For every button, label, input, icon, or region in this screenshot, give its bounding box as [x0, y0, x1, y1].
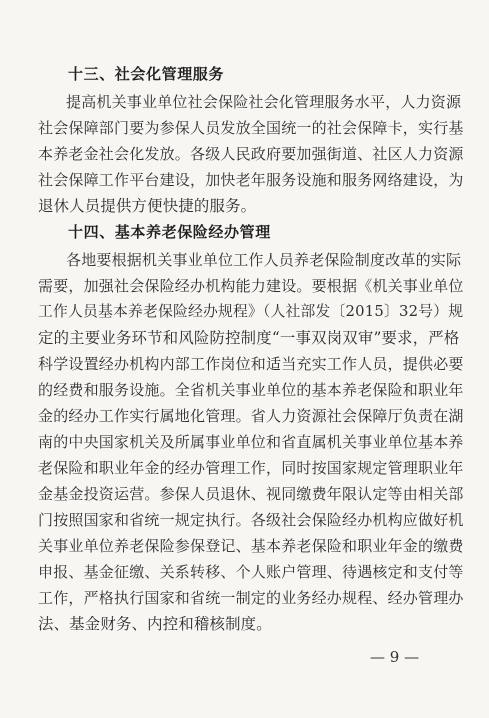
section-14-line-10: 金基金投资运营。参保人员退休、视同缴费年限认定等由相关部: [38, 485, 464, 503]
section-14-line-2: 需要，加强社会保险经办机构能力建设。要根据《机关事业单位: [38, 277, 464, 295]
section-13-line-3: 本养老金社会化发放。各级人民政府要加强街道、社区人力资源: [38, 145, 464, 163]
section-14-line-11: 门按照国家和省统一规定执行。各级社会保险经办机构应做好机: [38, 511, 464, 529]
section-14-line-4: 定的主要业务环节和风险防控制度“一事双岗双审”要求，严格: [38, 329, 460, 347]
section-14-line-8: 南的中央国家机关及所属事业单位和省直属机关事业单位基本养: [38, 433, 464, 451]
page-number: — 9 —: [370, 648, 420, 666]
section-14-line-5: 科学设置经办机构内部工作岗位和适当充实工作人员，提供必要: [38, 355, 464, 373]
section-14-line-7: 金的经办工作实行属地化管理。省人力资源社会保障厅负责在湖: [38, 407, 464, 425]
section-13-heading: 十三、社会化管理服务: [68, 65, 225, 83]
section-13-line-2: 社会保障部门要为参保人员发放全国统一的社会保障卡，实行基: [38, 119, 464, 137]
section-14-line-3: 工作人员基本养老保险经办规程》（人社部发〔2015〕32号）规: [38, 303, 464, 320]
section-14-line-13: 申报、基金征缴、关系转移、个人账户管理、待遇核定和支付等: [38, 563, 464, 581]
section-13-line-1: 提高机关事业单位社会保险社会化管理服务水平，人力资源: [66, 93, 462, 111]
section-14-line-9: 老保险和职业年金的经办管理工作，同时按国家规定管理职业年: [38, 459, 464, 477]
section-14-line-12: 关事业单位养老保险参保登记、基本养老保险和职业年金的缴费: [38, 537, 464, 555]
section-14-line-15: 法、基金财务、内控和稽核制度。: [38, 615, 272, 633]
section-13-line-5: 退休人员提供方便快捷的服务。: [38, 197, 257, 215]
section-13-line-4: 社会保障工作平台建设，加快老年服务设施和服务网络建设，为: [38, 171, 464, 189]
section-14-heading: 十四、基本养老保险经办管理: [68, 223, 271, 241]
section-14-line-14: 工作，严格执行国家和省统一制定的业务经办规程、经办管理办: [38, 589, 464, 607]
section-14-line-1: 各地要根据机关事业单位工作人员养老保险制度改革的实际: [66, 251, 462, 269]
section-14-line-6: 的经费和服务设施。全省机关事业单位的基本养老保险和职业年: [38, 381, 464, 399]
